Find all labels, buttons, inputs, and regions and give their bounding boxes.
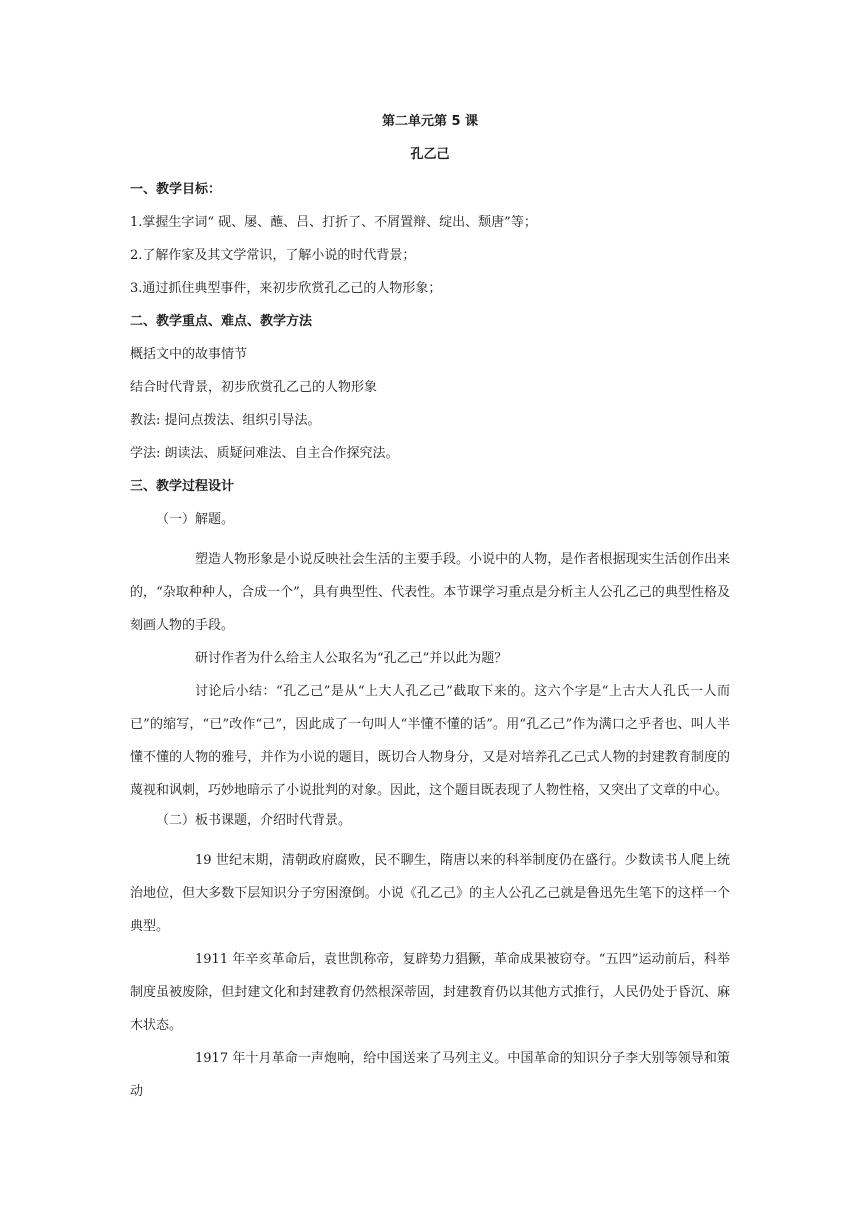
lesson-title: 第二单元第 5 课 bbox=[381, 114, 479, 129]
objective-item-3: 3.通过抓住典型事件，来初步欣赏孔乙己的人物形象； bbox=[130, 281, 442, 296]
objective-item-1: 1.掌握生字词“ 砚、屡、蘸、吕、打折了、不屑置辩、绽出、颓唐”等； bbox=[130, 215, 537, 230]
key-point-item-3: 教法: 提问点拨法、组织引导法。 bbox=[130, 413, 321, 428]
key-point-item-4: 学法: 朗读法、质疑问难法、自主合作探究法。 bbox=[130, 446, 399, 461]
paragraph-1-2: 研讨作者为什么给主人公取名为“孔乙己”并以此为题？ bbox=[195, 651, 508, 666]
paragraph-2-2: 1911 年辛亥革命后，袁世凯称帝，复辟势力猖獗，革命成果被窃夺。“五四”运动前后，科举制度虽被废除，但封建文化和封建教育仍然根深蒂固，封建教育仍以其他方式推行，人民仍处于昏沉、麻木状态。 bbox=[130, 952, 730, 1033]
subsection-label-2: （二）板书课题，介绍时代背景。 bbox=[156, 813, 352, 828]
objective-item-2: 2.了解作家及其文学常识，了解小说的时代背景； bbox=[130, 248, 416, 263]
paragraph-2-3: 1917 年十月革命一声炮响，给中国送来了马列主义。中国革命的知识分子李大别等领导和策动 bbox=[130, 1051, 730, 1099]
document-body bbox=[130, 112, 730, 1108]
section-heading-objectives: 一、教学目标： bbox=[130, 182, 222, 197]
section-heading-process: 三、教学过程设计 bbox=[130, 479, 235, 494]
paragraph-2-1: 19 世纪末期，清朝政府腐败，民不聊生，隋唐以来的科举制度仍在盛行。少数读书人爬上统治地位，但大多数下层知识分子穷困潦倒。小说《孔乙己》的主人公孔乙己就是鲁迅先生笔下的这样一个典型。 bbox=[130, 853, 730, 934]
paragraph-1-3: 讨论后小结：“孔乙己”是从“上大人孔乙己”截取下来的。这六个字是“上古大人孔氏一人而已”的缩写，“已”改作“己”，因此成了一句叫人“半懂不懂的话”。用“孔乙己”作为满口之乎者也、叫人半懂不懂的人物的雅号，并作为小说的题目，既切合人物身分，又是对培养孔乙己式人物的封建教育制度的蔑视和讽刺，巧妙地暗示了小说批判的对象。因此，这个题目既表现了人物性格，又突出了文章的中心。 bbox=[130, 684, 730, 798]
lesson-subtitle: 孔乙己 bbox=[410, 147, 450, 162]
key-point-item-1: 概括文中的故事情节 bbox=[130, 347, 248, 362]
key-point-item-2: 结合时代背景，初步欣赏孔乙己的人物形象 bbox=[130, 380, 378, 395]
paragraph-1-1: 塑造人物形象是小说反映社会生活的主要手段。小说中的人物，是作者根据现实生活创作出来的，“杂取种种人，合成一个”，具有典型性、代表性。本节课学习重点是分析主人公孔乙己的典型性格及刻画人物的手段。 bbox=[130, 552, 730, 633]
section-heading-key-points: 二、教学重点、难点、教学方法 bbox=[130, 314, 313, 329]
subsection-label-1: （一）解题。 bbox=[156, 512, 235, 527]
